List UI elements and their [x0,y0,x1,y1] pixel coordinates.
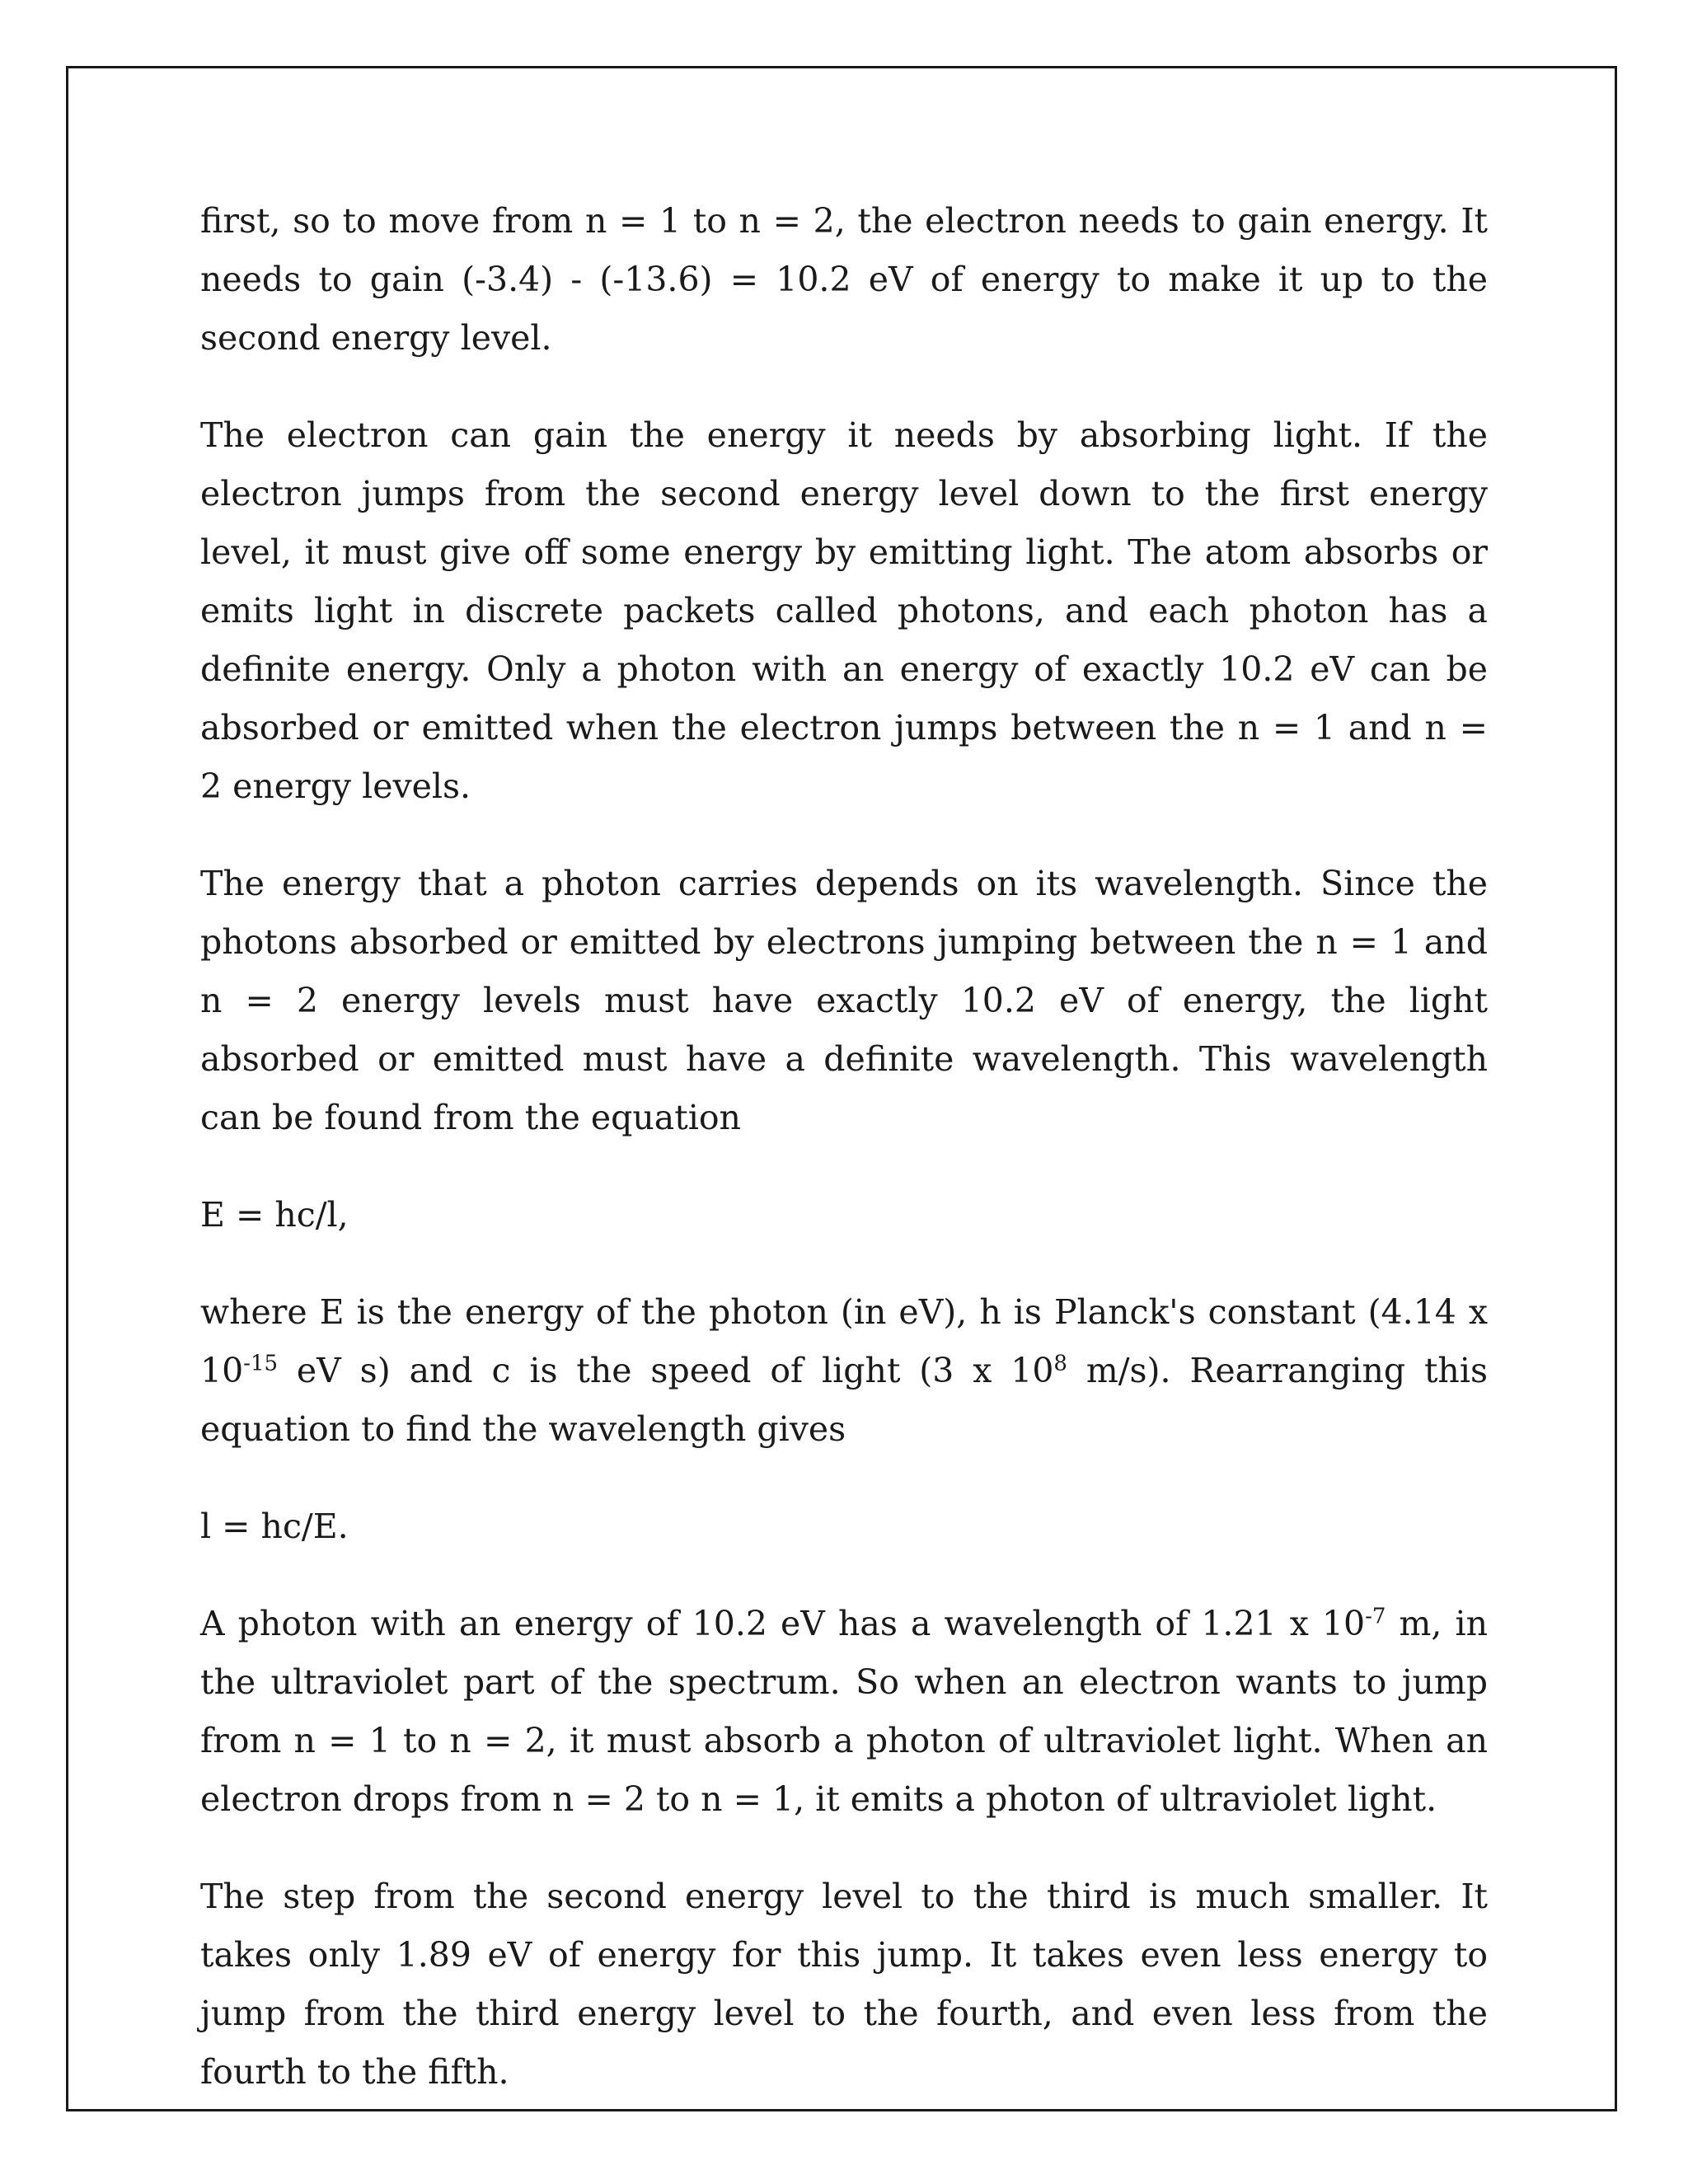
superscript-exponent: -7 [1365,1604,1386,1629]
paragraph-wavelength-intro: The energy that a photon carries depends on its wavelength. Since the photons absorbed or emitted by electrons jumping between the n = 1 and n = 2 energy levels must have exactly 10.2 eV of energy, the light absorbed or emitted must have a definite wavelength. This wavelength can be found from the equation [200,864,1488,1137]
text-segment: m, in the ultraviolet part of the spectrum. So when an electron wants to jump from n = 1 to n = 2, it must absorb a photon of ultraviolet light. When an electron drops from n = 2 to n = 1, it emits a photon of ultraviolet light. [200,1604,1488,1819]
superscript-exponent: 8 [1053,1351,1067,1376]
text-segment: where E is the energy of the photon (in eV), h is Planck's constant (4.14 x 10 [200,1292,1488,1390]
paragraph-higher-levels: The step from the second energy level to the third is much smaller. It takes only 1.89 eV of energy for this jump. It takes even less energy to jump from the third energy level to the fourth, and even less from the fourth to the fifth. [200,1877,1488,2092]
paragraph-equation-terms [200,1283,1488,1459]
equation-wavelength: l = hc/E. [200,1507,349,1546]
text-segment: eV s) and c is the speed of light (3 x 10 [278,1351,1054,1390]
paragraph-energy-gain: first, so to move from n = 1 to n = 2, the electron needs to gain energy. It needs to gain (-3.4) - (-13.6) = 10.2 eV of energy to make it up to the second energy level. [200,201,1488,358]
document-body [200,192,1488,2102]
superscript-exponent: -15 [243,1351,279,1376]
paragraph-ultraviolet [200,1595,1488,1829]
text-segment: A photon with an energy of 10.2 eV has a wavelength of 1.21 x 10 [200,1604,1366,1643]
text-segment: m/s). Rearranging this equation to find the wavelength gives [200,1351,1488,1449]
equation-energy: E = hc/l, [200,1195,349,1235]
paragraph-photon-absorption: The electron can gain the energy it needs by absorbing light. If the electron jumps from the second energy level down to the first energy level, it must give off some energy by emitting light. The atom absorbs or emits light in discrete packets called photons, and each photon has a definite energy. Only a photon with an energy of exactly 10.2 eV can be absorbed or emitted when the electron jumps between the n = 1 and n = 2 energy levels. [200,415,1488,806]
